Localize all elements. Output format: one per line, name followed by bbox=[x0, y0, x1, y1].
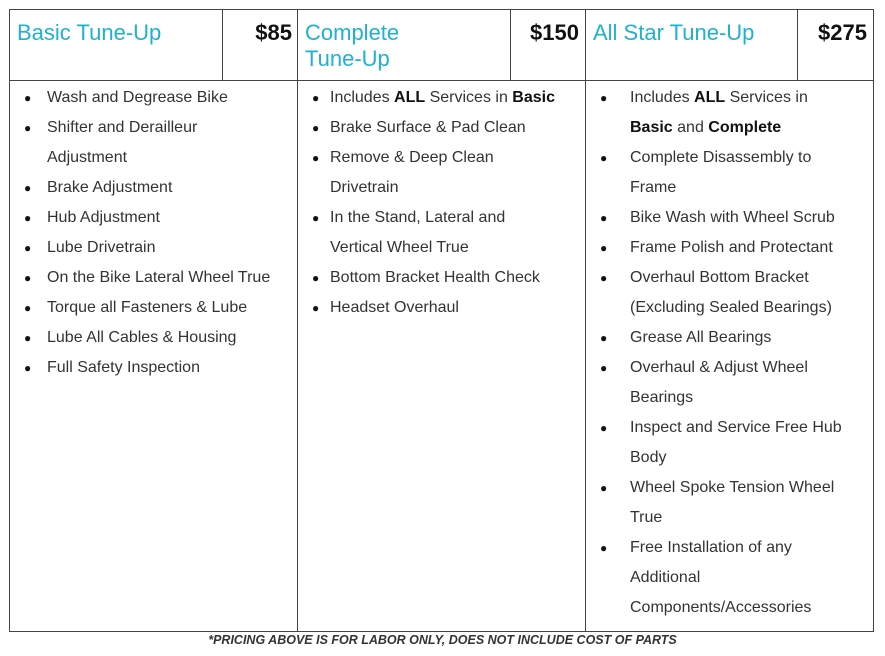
bullet-icon: ● bbox=[600, 541, 608, 555]
service-item-line bbox=[630, 203, 872, 233]
service-item bbox=[600, 533, 872, 623]
service-text: Services in bbox=[425, 89, 513, 106]
pricing-table bbox=[9, 9, 874, 632]
service-item-line bbox=[47, 263, 296, 293]
column-divider bbox=[585, 10, 586, 631]
service-text: Bearings bbox=[630, 389, 694, 406]
bullet-icon: ● bbox=[24, 271, 32, 285]
service-text-bold: Basic bbox=[512, 89, 555, 106]
pricing-footnote: *PRICING ABOVE IS FOR LABOR ONLY, DOES NOT INCLUDE COST OF PARTS bbox=[208, 633, 677, 647]
service-item bbox=[24, 233, 296, 263]
service-item-line bbox=[47, 203, 296, 233]
service-text: Overhaul & Adjust Wheel bbox=[630, 359, 808, 376]
service-item-line bbox=[47, 353, 296, 383]
service-item-line bbox=[330, 293, 584, 323]
service-item bbox=[24, 113, 296, 173]
service-text: Services in bbox=[725, 89, 808, 106]
service-item-line bbox=[630, 533, 872, 563]
bullet-icon: ● bbox=[600, 211, 608, 225]
service-item-line bbox=[47, 323, 296, 353]
service-text: Hub Adjustment bbox=[47, 209, 160, 226]
service-item bbox=[24, 353, 296, 383]
bullet-icon: ● bbox=[24, 301, 32, 315]
bullet-icon: ● bbox=[312, 211, 320, 225]
service-item bbox=[24, 83, 296, 113]
service-item bbox=[600, 203, 872, 233]
complete-tune-up-title-line: Tune-Up bbox=[305, 46, 390, 71]
service-text: Wash and Degrease Bike bbox=[47, 89, 228, 106]
service-item bbox=[312, 263, 584, 293]
bullet-icon: ● bbox=[600, 361, 608, 375]
service-item bbox=[600, 83, 872, 143]
complete-services-list bbox=[312, 83, 584, 323]
service-item-line bbox=[47, 233, 296, 263]
service-text: On the Bike Lateral Wheel True bbox=[47, 269, 271, 286]
bullet-icon: ● bbox=[600, 331, 608, 345]
service-text: and bbox=[672, 119, 709, 136]
service-item-line bbox=[630, 353, 872, 383]
service-item-line bbox=[630, 293, 872, 323]
service-item-line bbox=[630, 233, 872, 263]
service-text: Additional bbox=[630, 569, 701, 586]
service-item-line bbox=[630, 263, 872, 293]
service-item-line bbox=[630, 173, 872, 203]
service-text: Lube Drivetrain bbox=[47, 239, 156, 256]
service-item bbox=[24, 173, 296, 203]
service-item bbox=[600, 323, 872, 353]
service-text: Includes bbox=[330, 89, 395, 106]
service-item-line bbox=[630, 143, 872, 173]
service-item-line bbox=[47, 173, 296, 203]
service-text: Wheel Spoke Tension Wheel bbox=[630, 479, 835, 496]
service-item-line bbox=[630, 503, 872, 533]
complete-tune-up-title bbox=[305, 20, 399, 72]
service-item-line bbox=[630, 83, 872, 113]
bullet-icon: ● bbox=[600, 151, 608, 165]
bullet-icon: ● bbox=[312, 151, 320, 165]
service-text: Torque all Fasteners & Lube bbox=[47, 299, 248, 316]
service-text: Free Installation of any bbox=[630, 539, 792, 556]
bullet-icon: ● bbox=[600, 271, 608, 285]
service-item-line bbox=[330, 233, 584, 263]
service-text: Drivetrain bbox=[330, 179, 399, 196]
service-item bbox=[24, 293, 296, 323]
service-item bbox=[600, 353, 872, 413]
service-item-line bbox=[630, 323, 872, 353]
service-item bbox=[600, 143, 872, 203]
service-text: In the Stand, Lateral and bbox=[330, 209, 506, 226]
service-item bbox=[24, 323, 296, 353]
service-item-line bbox=[47, 143, 296, 173]
service-text-bold: ALL bbox=[394, 89, 426, 106]
service-text: Frame Polish and Protectant bbox=[630, 239, 833, 256]
bullet-icon: ● bbox=[24, 181, 32, 195]
basic-services-list bbox=[24, 83, 296, 383]
column-divider bbox=[297, 10, 298, 631]
service-item bbox=[600, 413, 872, 473]
service-text: Bottom Bracket Health Check bbox=[330, 269, 540, 286]
complete-tune-up-title-line: Complete bbox=[305, 20, 400, 45]
service-item-line bbox=[330, 173, 584, 203]
service-item-line bbox=[330, 113, 584, 143]
service-item bbox=[312, 293, 584, 323]
service-item-line bbox=[630, 113, 872, 143]
service-item-line bbox=[47, 293, 296, 323]
service-text: Brake Surface & Pad Clean bbox=[330, 119, 526, 136]
service-text-bold: Basic bbox=[630, 119, 673, 136]
service-item-line bbox=[47, 83, 296, 113]
service-item bbox=[312, 83, 584, 113]
service-text: Brake Adjustment bbox=[47, 179, 173, 196]
service-item bbox=[600, 473, 872, 533]
service-item-line bbox=[630, 383, 872, 413]
bullet-icon: ● bbox=[312, 301, 320, 315]
service-item bbox=[312, 203, 584, 263]
service-item bbox=[600, 263, 872, 323]
service-text: Headset Overhaul bbox=[330, 299, 459, 316]
bullet-icon: ● bbox=[600, 481, 608, 495]
service-item-line bbox=[630, 563, 872, 593]
service-text: Body bbox=[630, 449, 667, 466]
bullet-icon: ● bbox=[24, 331, 32, 345]
service-item-line bbox=[630, 593, 872, 623]
all-star-services-list bbox=[600, 83, 872, 623]
service-text: Vertical Wheel True bbox=[330, 239, 469, 256]
complete-tune-up-price: $150 bbox=[530, 20, 579, 45]
bullet-icon: ● bbox=[24, 361, 32, 375]
bullet-icon: ● bbox=[600, 421, 608, 435]
basic-tune-up-title: Basic Tune-Up bbox=[17, 20, 162, 45]
service-item bbox=[24, 263, 296, 293]
header-separator bbox=[10, 80, 873, 81]
service-text: Inspect and Service Free Hub bbox=[630, 419, 842, 436]
service-item bbox=[600, 233, 872, 263]
service-text: Adjustment bbox=[47, 149, 128, 166]
service-item-line bbox=[47, 113, 296, 143]
all-star-tune-up-price: $275 bbox=[818, 20, 867, 45]
service-text-bold: ALL bbox=[694, 89, 726, 106]
service-item bbox=[312, 113, 584, 143]
bullet-icon: ● bbox=[24, 121, 32, 135]
service-item-line bbox=[630, 473, 872, 503]
service-text: Complete Disassembly to bbox=[630, 149, 812, 166]
service-item-line bbox=[330, 143, 584, 173]
bullet-icon: ● bbox=[312, 121, 320, 135]
bullet-icon: ● bbox=[312, 271, 320, 285]
service-text: True bbox=[630, 509, 663, 526]
service-text: Grease All Bearings bbox=[630, 329, 772, 346]
service-text: Bike Wash with Wheel Scrub bbox=[630, 209, 835, 226]
service-item-line bbox=[330, 83, 584, 113]
service-item-line bbox=[630, 413, 872, 443]
service-text-bold: Complete bbox=[708, 119, 782, 136]
service-text: Includes bbox=[630, 89, 695, 106]
service-item-line bbox=[330, 203, 584, 233]
bullet-icon: ● bbox=[24, 211, 32, 225]
service-item-line bbox=[330, 263, 584, 293]
service-text: Full Safety Inspection bbox=[47, 359, 200, 376]
basic-tune-up-price: $85 bbox=[255, 20, 292, 45]
service-text: Lube All Cables & Housing bbox=[47, 329, 237, 346]
bullet-icon: ● bbox=[24, 91, 32, 105]
service-text: Frame bbox=[630, 179, 677, 196]
service-item bbox=[312, 143, 584, 203]
bullet-icon: ● bbox=[312, 91, 320, 105]
service-text: Overhaul Bottom Bracket bbox=[630, 269, 809, 286]
bullet-icon: ● bbox=[600, 91, 608, 105]
service-item bbox=[24, 203, 296, 233]
all-star-tune-up-title: All Star Tune-Up bbox=[593, 20, 755, 45]
service-item-line bbox=[630, 443, 872, 473]
service-text: Components/Accessories bbox=[630, 599, 812, 616]
bullet-icon: ● bbox=[600, 241, 608, 255]
bullet-icon: ● bbox=[24, 241, 32, 255]
service-text: (Excluding Sealed Bearings) bbox=[630, 299, 832, 316]
service-text: Remove & Deep Clean bbox=[330, 149, 494, 166]
service-text: Shifter and Derailleur bbox=[47, 119, 198, 136]
